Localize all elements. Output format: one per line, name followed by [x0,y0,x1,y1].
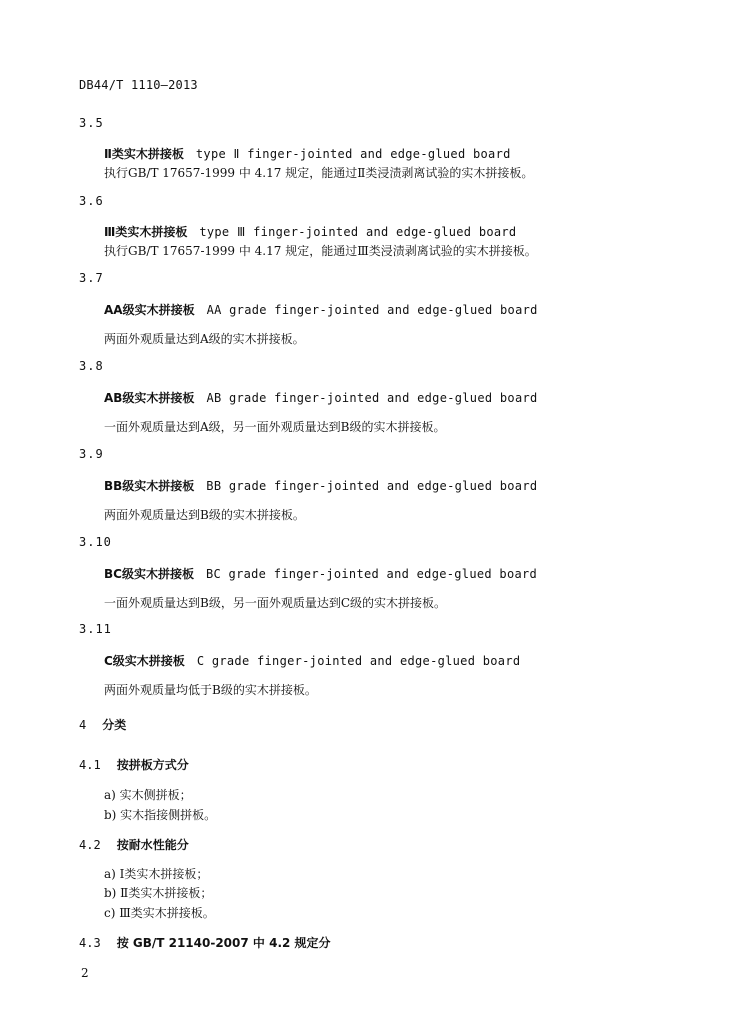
term-definition: 两面外观质量达到B级的实木拼接板。 [104,508,305,522]
term-english-name: type Ⅲ finger-jointed and edge-glued board [199,225,517,239]
subsection-title: 按 GB/T 21140-2007 中 4.2 规定分 [116,936,331,950]
term-definition: 两面外观质量达到A级的实木拼接板。 [104,332,305,346]
term-heading [104,652,520,669]
term-definition: 执行GB/T 17657-1999 中 4.17 规定，能通过Ⅱ类浸渍剥离试验的实木拼接板。 [104,166,534,180]
list-item: b) Ⅱ类实木拼接板； [104,886,213,900]
term-chinese-name: Ⅱ类实木拼接板 [104,147,184,161]
subsection-heading [79,934,331,951]
term-heading [104,477,537,494]
page-number: 2 [81,966,89,980]
term-english-name: BC grade finger-jointed and edge-glued board [205,567,538,581]
subsection-number: 4.3 [79,936,101,950]
subsection-number: 4.2 [79,838,101,852]
term-english-name: BB grade finger-jointed and edge-glued board [206,479,538,493]
term-definition: 两面外观质量均低于B级的实木拼接板。 [104,683,317,697]
term-number: 3.11 [79,622,112,636]
term-english-name: AA grade finger-jointed and edge-glued board [206,303,538,317]
term-heading [104,389,538,406]
subsection-title: 按拼板方式分 [116,758,189,772]
term-english-name: C grade finger-jointed and edge-glued board [196,654,521,668]
term-definition: 执行GB/T 17657-1999 中 4.17 规定，能通过Ⅲ类浸渍剥离试验的实木拼接板。 [104,244,537,258]
term-chinese-name: BC级实木拼接板 [104,567,194,581]
term-chinese-name: C级实木拼接板 [104,654,185,668]
term-english-name: type Ⅱ finger-jointed and edge-glued board [195,147,511,161]
term-english-name: AB grade finger-jointed and edge-glued board [206,391,538,405]
term-chinese-name: AB级实木拼接板 [104,391,195,405]
section-heading [79,716,126,733]
term-chinese-name: AA级实木拼接板 [104,303,195,317]
term-heading [104,565,537,582]
term-number: 3.10 [79,535,112,549]
term-heading [104,145,511,162]
term-number: 3.5 [79,116,104,130]
document-code: DB44/T 1110—2013 [79,78,198,92]
subsection-title: 按耐水性能分 [116,838,189,852]
term-number: 3.7 [79,271,104,285]
term-heading [104,301,538,318]
term-definition: 一面外观质量达到B级，另一面外观质量达到C级的实木拼接板。 [104,596,447,610]
subsection-heading [79,756,189,773]
list-item: a) 实木侧拼板； [104,788,192,802]
term-definition: 一面外观质量达到A级，另一面外观质量达到B级的实木拼接板。 [104,420,446,434]
term-number: 3.6 [79,194,104,208]
term-heading [104,223,516,240]
list-item: b) 实木指接侧拼板。 [104,808,217,822]
subsection-number: 4.1 [79,758,101,772]
subsection-heading [79,836,189,853]
term-number: 3.8 [79,359,104,373]
section-number: 4 [79,718,87,732]
term-chinese-name: Ⅲ类实木拼接板 [104,225,188,239]
list-item: c) Ⅲ类实木拼接板。 [104,906,215,920]
section-title: 分类 [102,718,127,732]
term-number: 3.9 [79,447,104,461]
term-chinese-name: BB级实木拼接板 [104,479,195,493]
list-item: a) Ⅰ类实木拼接板； [104,867,209,881]
